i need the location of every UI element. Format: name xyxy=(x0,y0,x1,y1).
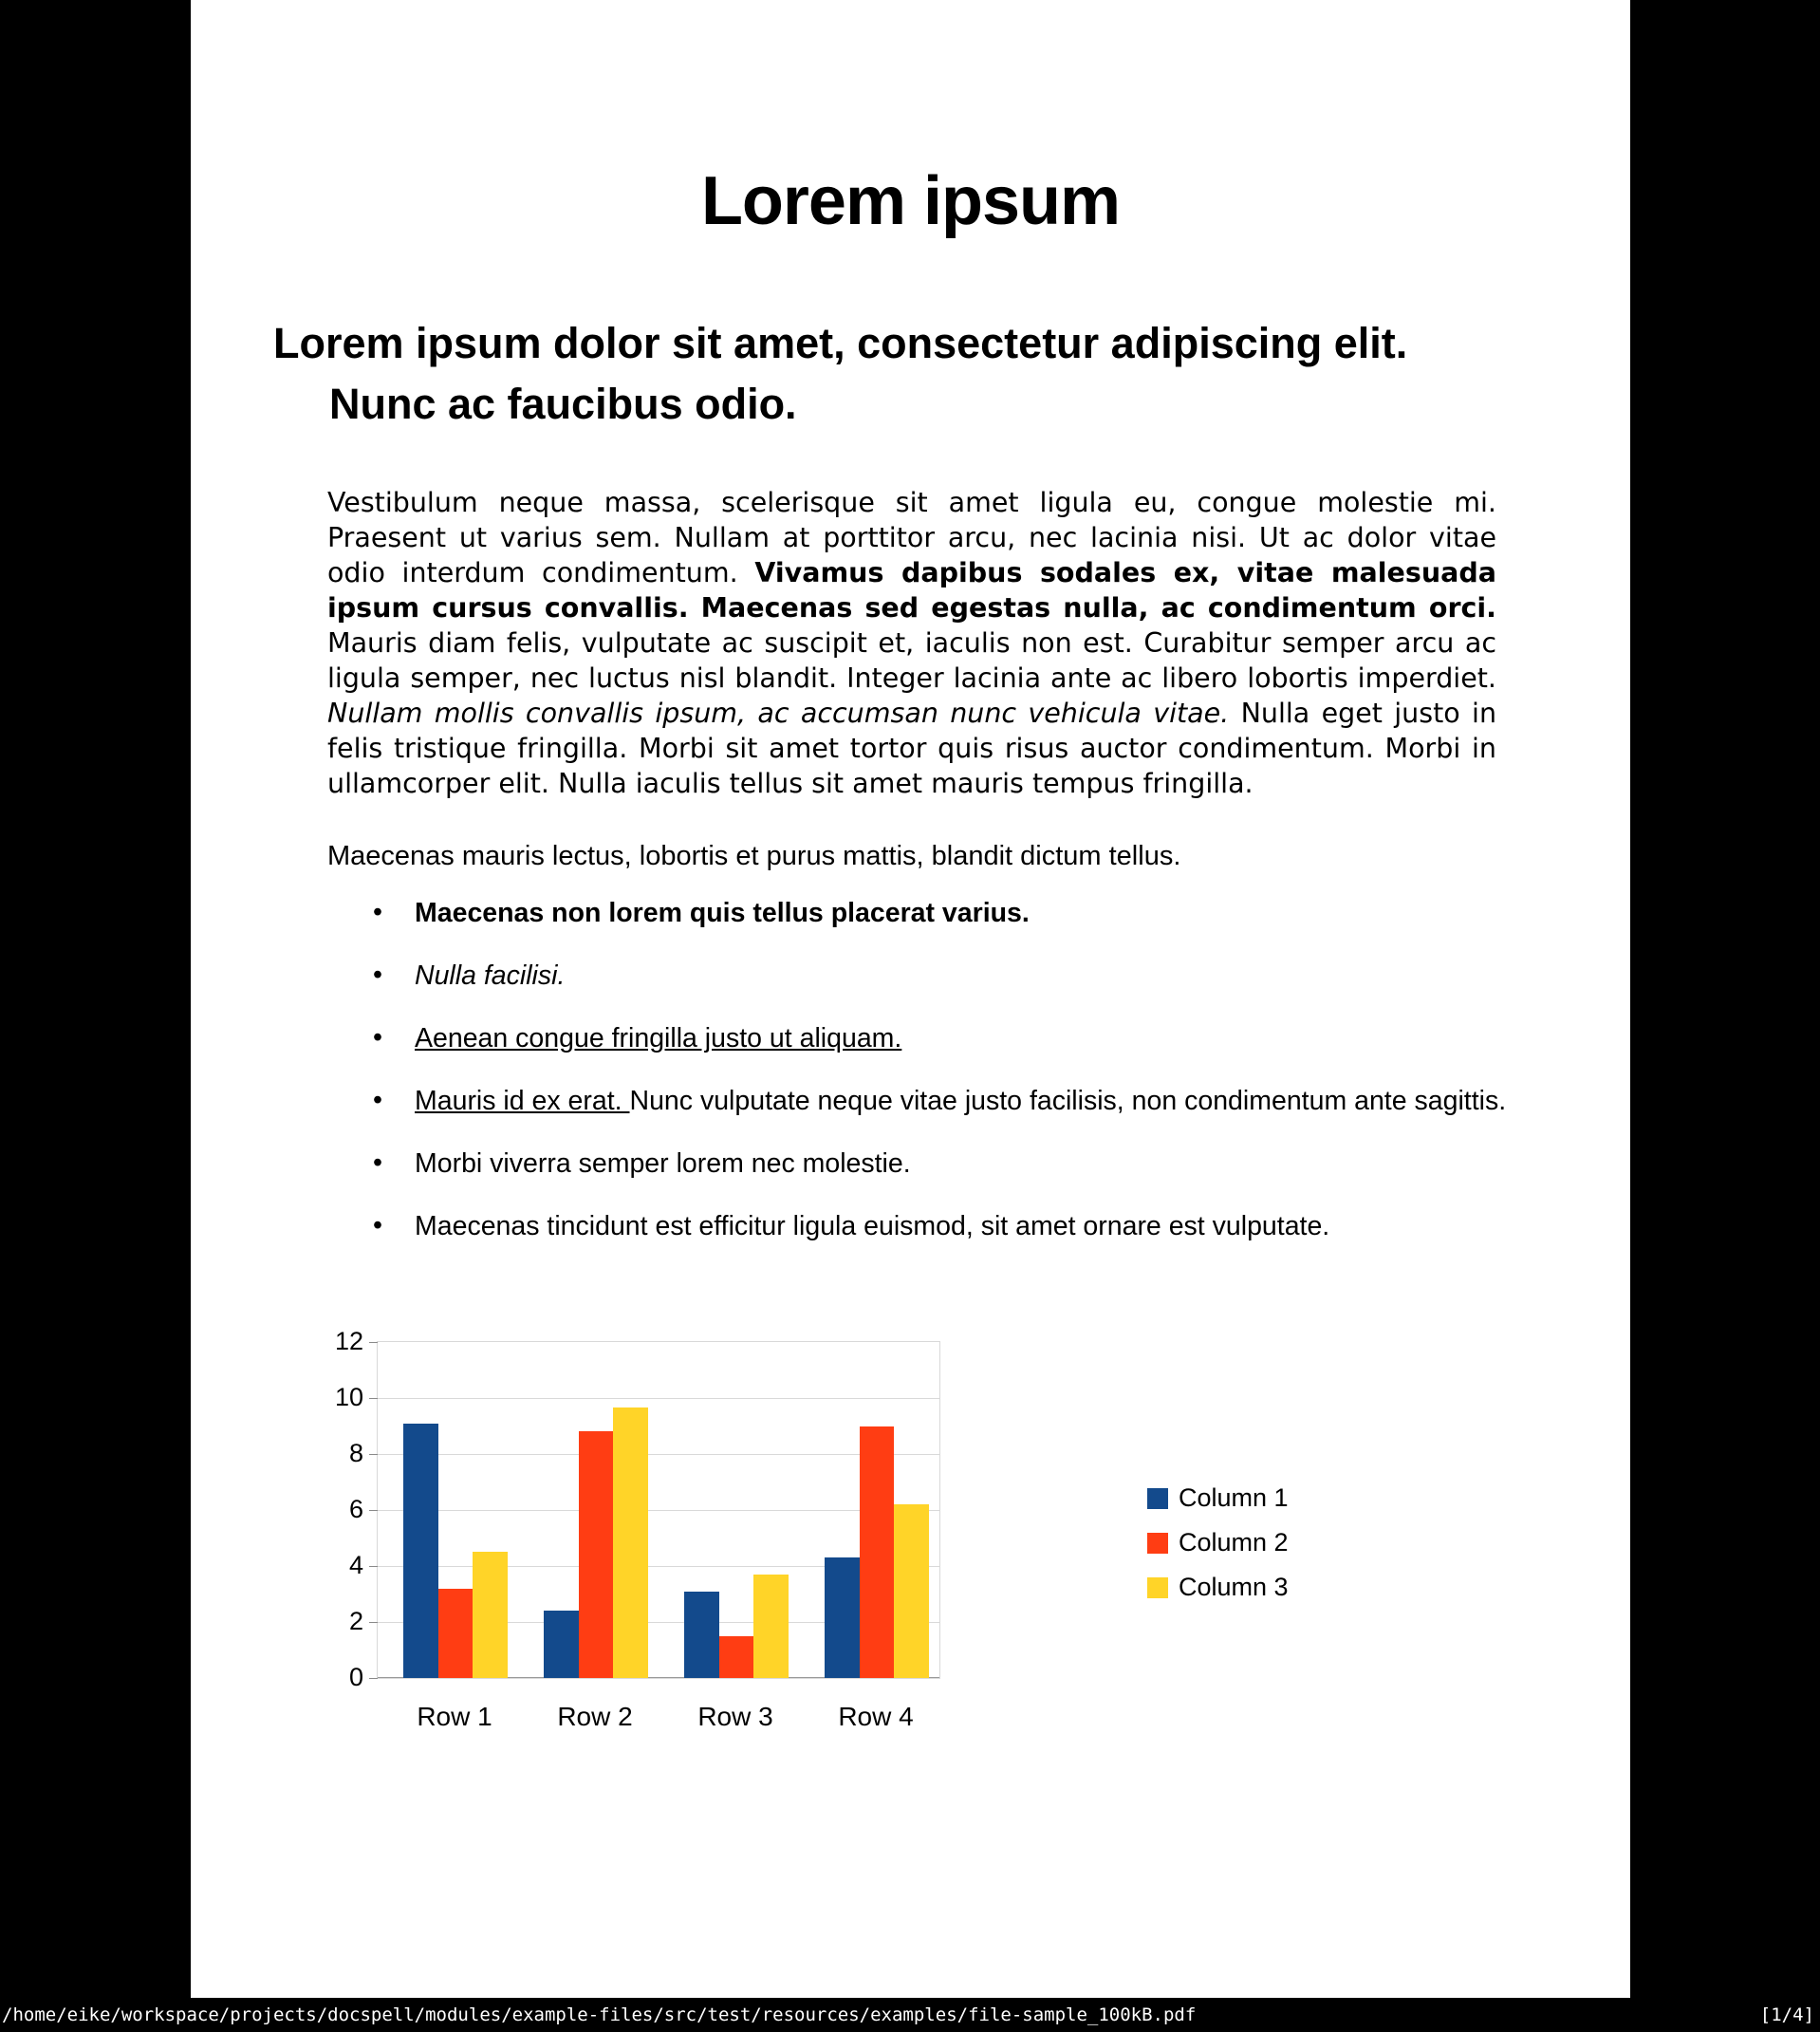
body-paragraph xyxy=(327,485,1496,801)
intro-paragraph: Maecenas mauris lectus, lobortis et purus mattis, blandit dictum tellus. xyxy=(327,841,1181,871)
statusbar xyxy=(0,1998,1820,2032)
y-axis-label: 12 xyxy=(334,1327,363,1355)
legend-entry xyxy=(1147,1483,1289,1513)
legend-swatch-icon xyxy=(1147,1488,1168,1509)
text-segment-normal: Mauris diam felis, vulputate ac suscipit et, iaculis non est. Curabitur semper arcu ac ligula semper, nec luctus nisl blandit. Integer lacinia ante ac libero lobortis imperdiet. xyxy=(327,627,1496,694)
page-indicator: [1/4] xyxy=(1759,2004,1814,2025)
document-heading xyxy=(273,313,1526,435)
legend-swatch-icon xyxy=(1147,1533,1168,1554)
chart-gridline xyxy=(378,1454,939,1455)
bullet-icon: • xyxy=(373,897,382,927)
text-segment-bold: Maecenas non lorem quis tellus placerat varius. xyxy=(415,898,1030,928)
file-path: /home/eike/workspace/projects/docspell/modules/example-files/src/test/resources/examples/file-sample_100kB.pdf xyxy=(2,2004,1197,2025)
legend-swatch-icon xyxy=(1147,1577,1168,1598)
legend-label: Column 2 xyxy=(1179,1528,1289,1557)
chart-bar xyxy=(613,1407,648,1678)
legend-label: Column 1 xyxy=(1179,1483,1289,1512)
y-axis-label: 0 xyxy=(348,1663,363,1691)
bullet-icon: • xyxy=(373,1147,382,1178)
bar-chart xyxy=(191,1324,1630,1770)
x-axis-label: Row 2 xyxy=(557,1702,633,1731)
list-item xyxy=(327,1084,1514,1119)
chart-legend xyxy=(1147,1483,1289,1617)
text-segment-italic: Nullam mollis convallis ipsum, ac accumsan nunc vehicula vitae. xyxy=(327,698,1241,729)
bullet-icon: • xyxy=(373,1210,382,1240)
list-item xyxy=(327,896,1514,931)
text-segment-normal: Maecenas tincidunt est efficitur ligula euismod, sit amet ornare est vulputate. xyxy=(415,1211,1330,1241)
chart-bar xyxy=(719,1636,754,1678)
chart-bar xyxy=(403,1424,438,1678)
heading-line-1: Lorem ipsum dolor sit amet, consectetur adipiscing elit. xyxy=(273,319,1408,367)
text-segment-normal: Vestibulum neque massa, scelerisque sit amet ligula eu, congue molestie mi. Praesent ut varius sem. Nullam at porttitor arcu, nec lacinia nisi. Ut ac dolor vitae odio interdum condimentum. xyxy=(327,487,1496,588)
pdf-page xyxy=(191,0,1630,1998)
y-axis-tick xyxy=(369,1566,378,1567)
chart-bar xyxy=(579,1431,614,1678)
y-axis-tick xyxy=(369,1510,378,1511)
chart-gridline xyxy=(378,1510,939,1511)
x-axis-label: Row 3 xyxy=(697,1702,773,1731)
y-axis-tick xyxy=(369,1622,378,1623)
chart-bar xyxy=(684,1592,719,1678)
chart-bar xyxy=(473,1552,508,1678)
bullet-icon: • xyxy=(373,960,382,990)
legend-entry xyxy=(1147,1528,1289,1557)
list-item xyxy=(327,1021,1514,1056)
list-item xyxy=(327,1209,1514,1244)
bullet-list xyxy=(327,896,1514,1272)
text-segment-italic: Nulla facilisi. xyxy=(415,960,566,991)
bullet-icon: • xyxy=(373,1085,382,1115)
text-segment-normal: Morbi viverra semper lorem nec molestie. xyxy=(415,1148,911,1179)
y-axis-label: 4 xyxy=(348,1551,363,1579)
y-axis-tick xyxy=(369,1342,378,1343)
bullet-icon: • xyxy=(373,1022,382,1053)
y-axis-tick xyxy=(369,1678,378,1679)
y-axis-label: 10 xyxy=(334,1383,363,1411)
y-axis-tick xyxy=(369,1398,378,1399)
chart-gridline xyxy=(378,1398,939,1399)
chart-bar xyxy=(438,1589,474,1678)
legend-label: Column 3 xyxy=(1179,1573,1289,1601)
y-axis-tick xyxy=(369,1454,378,1455)
y-axis-label: 8 xyxy=(348,1439,363,1467)
document-title: Lorem ipsum xyxy=(700,163,1121,239)
legend-entry xyxy=(1147,1573,1289,1602)
x-axis-label: Row 1 xyxy=(417,1702,492,1731)
y-axis-label: 6 xyxy=(348,1495,363,1523)
text-segment-underline: Mauris id ex erat. xyxy=(415,1086,630,1116)
text-segment-underline: Aenean congue fringilla justo ut aliquam. xyxy=(415,1023,902,1053)
text-segment-normal: Nunc vulputate neque vitae justo facilisis, non condimentum ante sagittis. xyxy=(629,1086,1507,1116)
x-axis-label: Row 4 xyxy=(838,1702,914,1731)
chart-bar xyxy=(753,1575,789,1678)
list-item xyxy=(327,959,1514,994)
list-item xyxy=(327,1146,1514,1182)
heading-line-2: Nunc ac faucibus odio. xyxy=(329,380,797,428)
chart-bar xyxy=(860,1426,895,1679)
y-axis-label: 2 xyxy=(348,1607,363,1635)
chart-bar xyxy=(825,1557,860,1678)
chart-plot-area xyxy=(377,1341,940,1679)
text-segment-bold: Vivamus dapibus sodales ex, vitae malesuada ipsum cursus convallis. Maecenas sed egestas nulla, ac condimentum orci. xyxy=(327,557,1497,624)
chart-bar xyxy=(894,1504,929,1678)
text-segment-normal: Nulla eget justo in felis tristique fringilla. Morbi sit amet tortor quis risus auctor condimentum. Morbi in ullamcorper elit. Nulla iaculis tellus sit amet mauris tempus fringilla. xyxy=(327,698,1497,799)
chart-bar xyxy=(544,1611,579,1678)
